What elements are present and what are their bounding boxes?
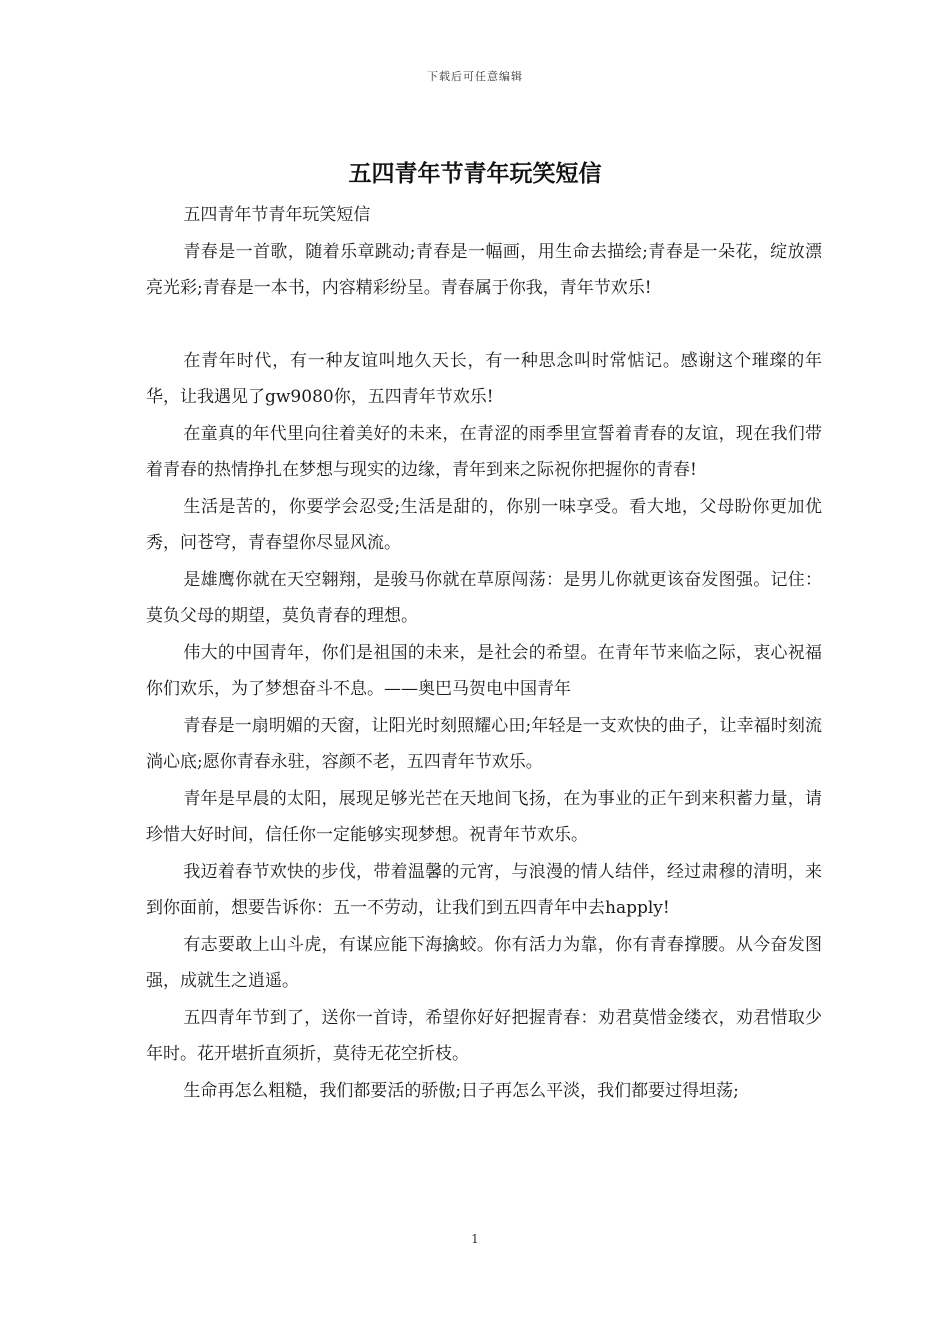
paragraph: 伟大的中国青年，你们是祖国的未来，是社会的希望。在青年节来临之际，衷心祝福你们欢乐，为了梦想奋斗不息。——奥巴马贺电中国青年 bbox=[146, 642, 822, 699]
paragraph: 青春是一首歌，随着乐章跳动;青春是一幅画，用生命去描绘;青春是一朵花，绽放漂亮光彩;青春是一本书，内容精彩纷呈。青春属于你我，青年节欢乐! bbox=[146, 241, 822, 298]
document-title: 五四青年节青年玩笑短信 bbox=[348, 160, 602, 187]
paragraph: 青春是一扇明媚的天窗，让阳光时刻照耀心田;年轻是一支欢快的曲子，让幸福时刻流淌心底;愿你青春永驻，容颜不老，五四青年节欢乐。 bbox=[146, 715, 822, 772]
paragraph: 在童真的年代里向往着美好的未来，在青涩的雨季里宣誓着青春的友谊，现在我们带着青春的热情挣扎在梦想与现实的边缘，青年到来之际祝你把握你的青春! bbox=[146, 423, 822, 480]
paragraph: 是雄鹰你就在天空翱翔，是骏马你就在草原闯荡：是男儿你就更该奋发图强。记住：莫负父母的期望，莫负青春的理想。 bbox=[146, 569, 822, 626]
paragraph: 生活是苦的，你要学会忍受;生活是甜的，你别一味享受。看大地，父母盼你更加优秀，问苍穹，青春望你尽显风流。 bbox=[146, 496, 822, 553]
document-body bbox=[146, 197, 822, 1109]
paragraph: 有志要敢上山斗虎，有谋应能下海擒蛟。你有活力为靠，你有青春撑腰。从今奋发图强，成就生之逍遥。 bbox=[146, 934, 822, 991]
paragraph: 青年是早晨的太阳，展现足够光芒在天地间飞扬，在为事业的正午到来积蓄力量，请珍惜大好时间，信任你一定能够实现梦想。祝青年节欢乐。 bbox=[146, 788, 822, 845]
paragraph: 在青年时代，有一种友谊叫地久天长，有一种思念叫时常惦记。感谢这个璀璨的年华，让我遇见了gw9080你，五四青年节欢乐! bbox=[146, 350, 822, 407]
page-header-note: 下载后可任意编辑 bbox=[427, 70, 523, 83]
paragraph: 我迈着春节欢快的步伐，带着温馨的元宵，与浪漫的情人结伴，经过肃穆的清明，来到你面前，想要告诉你：五一不劳动，让我们到五四青年中去happly! bbox=[146, 861, 822, 918]
paragraph: 五四青年节到了，送你一首诗，希望你好好把握青春：劝君莫惜金缕衣，劝君惜取少年时。花开堪折直须折，莫待无花空折枝。 bbox=[146, 1007, 822, 1064]
paragraph: 生命再怎么粗糙，我们都要活的骄傲;日子再怎么平淡，我们都要过得坦荡; bbox=[183, 1080, 739, 1101]
paragraph-subtitle: 五四青年节青年玩笑短信 bbox=[183, 205, 371, 225]
page-number: 1 bbox=[471, 1232, 479, 1246]
